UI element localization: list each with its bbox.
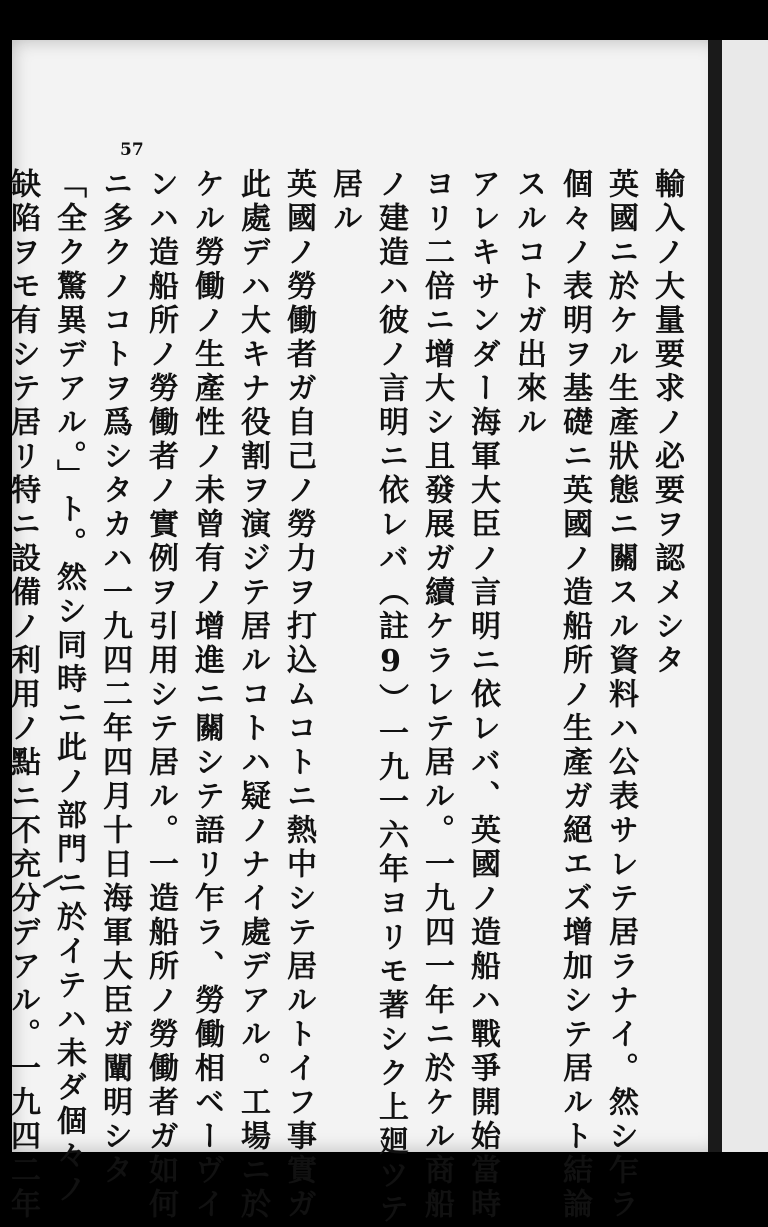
text-column: ケル勞働ノ生產性ノ未曾有ノ增進ニ關シテ語リ乍ラ、勞働相ベーヴイ xyxy=(189,168,224,1222)
text-column: スルコトガ出來ル xyxy=(511,168,546,440)
text-column: ニ多クノコトヲ爲シタカハ一九四二年四月十日海軍大臣ガ闡明シタ xyxy=(97,168,132,1188)
text-column: 英國ノ勞働者ガ自己ノ勞力ヲ打込ムコトニ熱中シテ居ルトイフ事實ガ xyxy=(281,168,316,1222)
text-column: ヨリ二倍ニ增大シ且發展ガ續ケラレテ居ル。一九四一年ニ於ケル商船 xyxy=(419,168,454,1222)
page-edge xyxy=(708,40,722,1152)
text-column: 英國ニ於ケル生產狀態ニ關スル資料ハ公表サレテ居ラナイ。然シ乍ラ xyxy=(603,168,638,1222)
text-column: 輸入ノ大量要求ノ必要ヲ認メシタ xyxy=(649,168,684,678)
text-column: 缺陷ヲモ有シテ居リ特ニ設備ノ利用ノ點ニ不充分デアル。一九四二年 xyxy=(5,168,40,1222)
page-number: 57 xyxy=(120,140,144,160)
text-column: 居ル xyxy=(327,168,362,236)
adjacent-page-edge xyxy=(722,40,768,1152)
text-column: 「全ク驚異デアル。」ト。然シ同時ニ此ノ部門ニ於イテハ未ダ個々ノ xyxy=(51,168,86,1207)
text-column: ンハ造船所ノ勞働者ノ實例ヲ引用シテ居ル。一造船所ノ勞働者ガ如何 xyxy=(143,168,178,1222)
text-column: ノ建造ハ彼ノ言明ニ依レバ（註9）一九一六年ヨリモ著シク上廻ツテ xyxy=(373,168,408,1227)
text-column: 此處デハ大キナ役割ヲ演ジテ居ルコトハ疑ノナイ處デアル。工場ニ於 xyxy=(235,168,270,1222)
vertical-text-body xyxy=(5,168,688,1227)
text-column: アレキサンダー海軍大臣ノ言明ニ依レバ、英國ノ造船ハ戰爭開始當時 xyxy=(465,168,500,1222)
text-column: 個々ノ表明ヲ基礎ニ英國ノ造船所ノ生產ガ絕エズ增加シテ居ルト結論 xyxy=(557,168,592,1222)
